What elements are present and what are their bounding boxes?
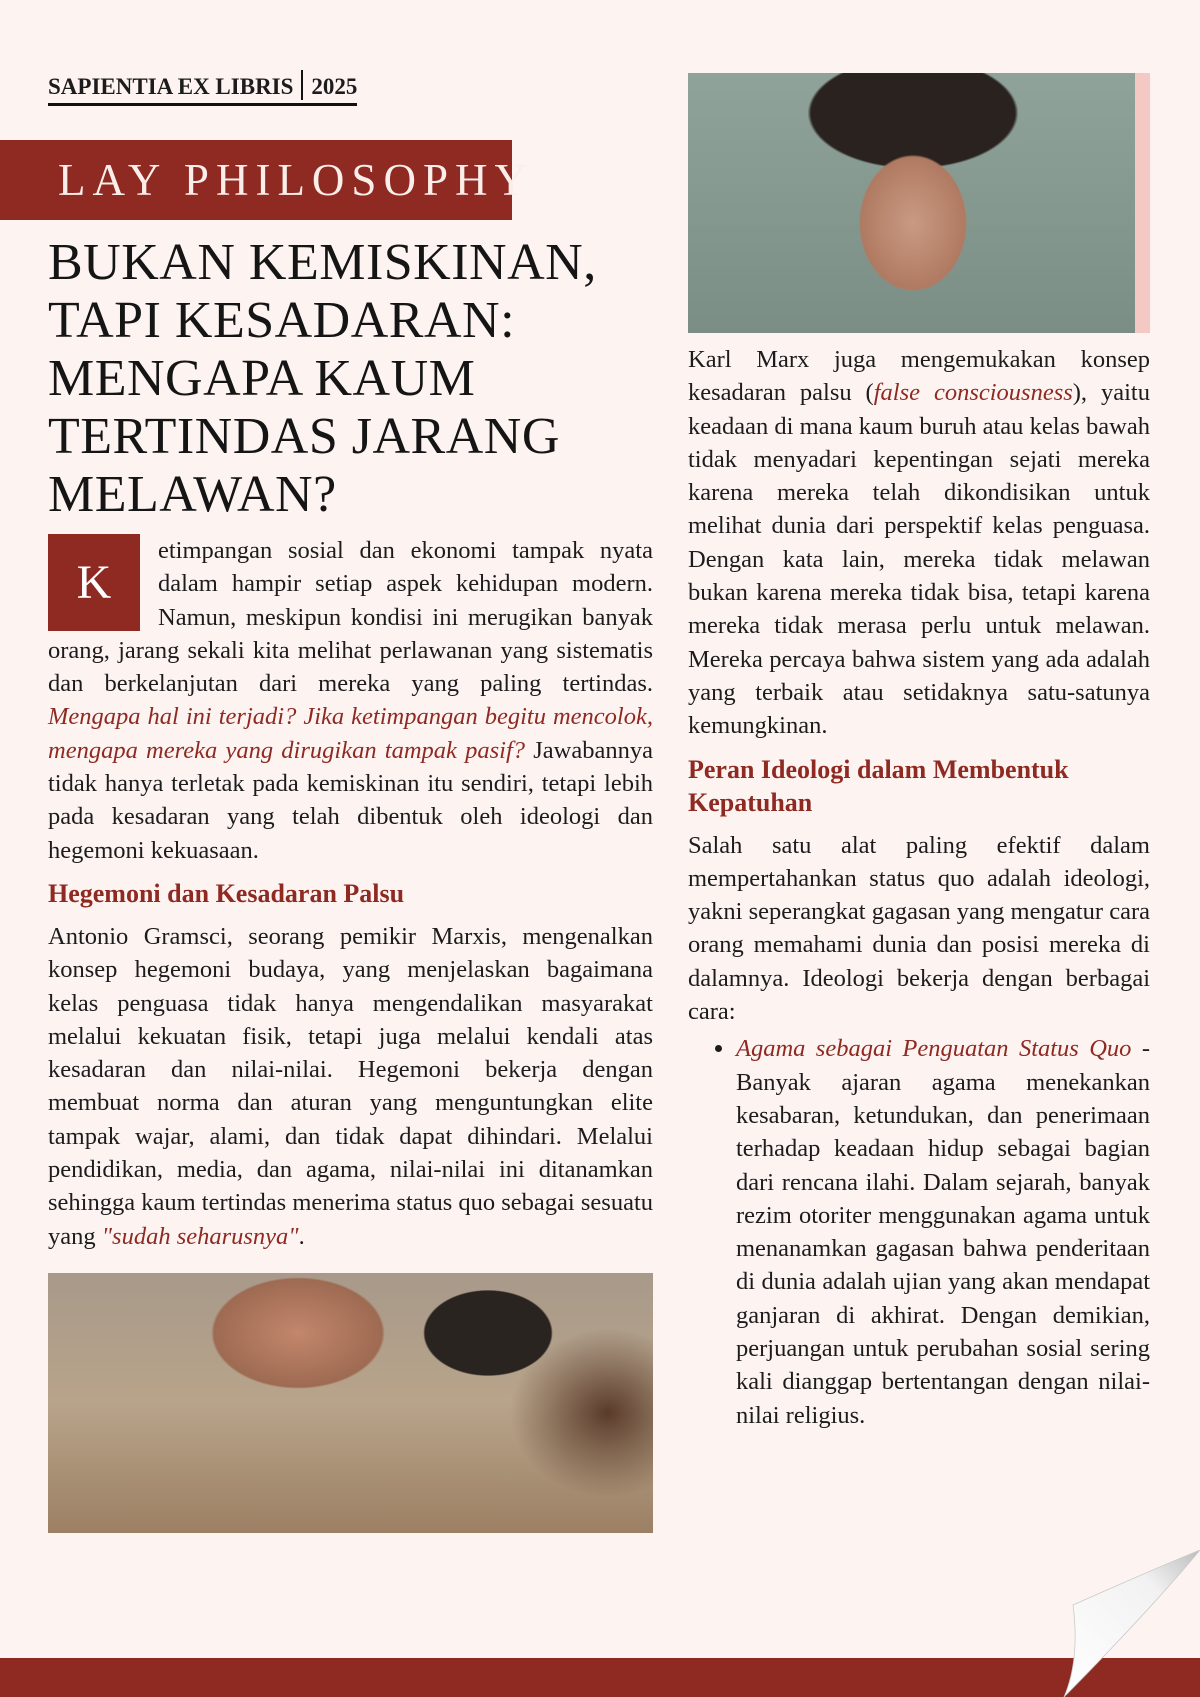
article-title: BUKAN KEMISKINAN, TAPI KESADARAN: MENGAPA KAUM TERTINDAS JARANG MELAWAN? [48,234,597,523]
portrait-image [688,73,1135,333]
right-column [688,343,1150,1432]
painting-image [48,1273,653,1533]
left-column-wrapper [48,70,653,1533]
quote: "sudah seharusnya" [101,1222,299,1250]
hegemoni-paragraph [48,920,653,1253]
period: . [298,1222,305,1250]
term: false consciousness [873,379,1073,407]
ideologi-paragraph: Salah satu alat paling efektif dalam mempertahankan status quo adalah ideologi, yakni seperangkat gagasan yang mengatur cara orang memahami dunia dan posisi mereka di dalamnya. Ideologi bekerja dengan berbagai cara: [688,831,1150,1026]
intro-text: etimpangan sosial dan ekonomi tampak nyata dalam hampir setiap aspek kehidupan modern. Namun, meskipun kondisi ini merugikan banyak orang, jarang sekali kita melihat perlawanan yang sistematis dan berkelanjutan dari mereka yang paling tertindas. [48,537,653,698]
heading-hegemoni: Hegemoni dan Kesadaran Palsu [48,878,405,908]
portrait-row [688,73,1150,333]
hegemoni-text: Antonio Gramsci, seorang pemikir Marxis, mengenalkan konsep hegemoni budaya, yang menjelaskan bagaimana kelas penguasa tidak hanya mengendalikan masyarakat melalui kekuatan fisik, tetapi juga melalui kendali atas kesadaran dan nilai-nilai. Hegemoni bekerja dengan membuat norma dan aturan yang menguntungkan elite tampak wajar, alami, dan tidak dapat dihindari. Melalui pendidikan, media, dan agama, nilai-nilai ini ditanamkan sehingga kaum tertindas menerima status quo sebagai sesuatu yang [48,922,653,1250]
marx-text-end: ), yaitu keadaan di mana kaum buruh atau kelas bawah tidak menyadari kepentingan sejati mereka karena mereka telah dikondisikan untuk melihat dunia dari perspektif kelas penguasa. Dengan kata lain, mereka tidak melawan bukan karena mereka tidak bisa, tetapi karena mereka tidak merasa perlu untuk melawan. Mereka percaya bahwa sistem yang ada adalah yang terbaik atau setidaknya satu-satunya kemungkinan. [688,379,1150,740]
masthead [48,70,357,106]
section-label: LAY PHILOSOPHY [58,155,534,205]
heading-ideologi: Peran Ideologi dalam Membentuk Kepatuhan [688,754,1069,817]
intro-paragraph [48,534,653,867]
section-band [0,140,534,220]
list-item-title: Agama sebagai Penguatan Status Quo [736,1035,1132,1063]
intro-text-end: Jawabannya tidak hanya terletak pada kemiskinan itu sendiri, tetapi lebih pada kesadaran yang telah dibentuk oleh ideologi dan hegemoni kekuasaan. [48,736,653,864]
divider [301,70,303,100]
footer-band [0,1658,1200,1697]
page-curl-icon[interactable] [1060,1550,1200,1697]
intro-question: Mengapa hal ini terjadi? Jika ketimpangan begitu mencolok, mengapa mereka yang dirugikan tampak pasif? [48,703,653,764]
marx-paragraph [688,343,1150,743]
right-column-wrapper [688,73,1150,1432]
marx-text: Karl Marx juga mengemukakan konsep kesadaran palsu ( [688,346,1150,407]
left-column [48,534,653,1253]
drop-cap: K [48,534,140,631]
ideologi-list [688,1032,1150,1432]
portrait-accent-strip [1135,73,1150,333]
publication-name: SAPIENTIA EX LIBRIS [48,74,294,99]
list-item-text: - Banyak ajaran agama menekankan kesabaran, ketundukan, dan penerimaan terhadap keadaan hidup sebagai bagian dari rencana ilahi. Dalam sejarah, banyak rezim otoriter menggunakan agama untuk menanamkan gagasan bahwa penderitaan di dunia adalah ujian yang akan mendapat ganjaran di akhirat. Dengan demikian, perjuangan untuk perubahan sosial sering kali dianggap bertentangan dengan nilai-nilai religius. [736,1035,1150,1429]
list-item [736,1032,1150,1432]
publication-year: 2025 [311,74,358,99]
